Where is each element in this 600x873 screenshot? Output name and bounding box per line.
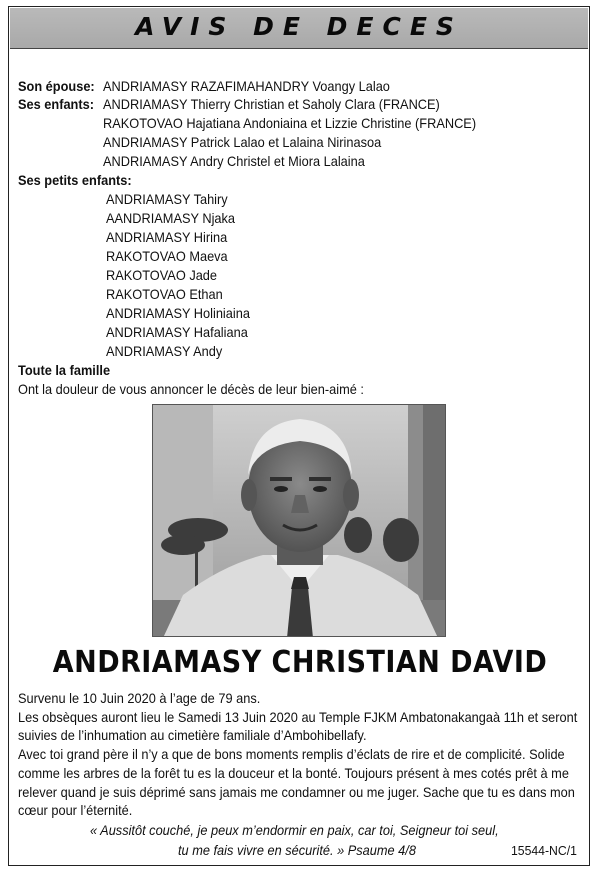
psalm-quote-line: « Aussitôt couché, je peux m’endormir en paix, car toi, Seigneur toi seul, <box>90 823 499 838</box>
child-line: RAKOTOVAO Hajatiana Andoniaina et Lizzie Christine (FRANCE) <box>103 116 477 131</box>
header-banner <box>10 8 588 49</box>
body-text-line: Les obsèques auront lieu le Samedi 13 Juin 2020 au Temple FJKM Ambatonakangaà 11h et seront <box>18 710 578 725</box>
spouse-label: Son épouse: <box>18 79 95 94</box>
grandchild-line: RAKOTOVAO Jade <box>106 268 218 283</box>
grandchild-line: RAKOTOVAO Maeva <box>106 249 228 264</box>
all-family-label: Toute la famille <box>18 363 111 378</box>
body-text-line: relever quand je suis déprimé sans jamais me condamner ou me juger. Sache que tu es dans mon <box>18 785 575 800</box>
grandchild-line: ANDRIAMASY Tahiry <box>106 192 228 207</box>
body-text-line: suivies de l’inhumation au cimetière familiale d’Ambohibellafy. <box>18 728 367 743</box>
announcement-text: Ont la douleur de vous annoncer le décès de leur bien-aimé : <box>18 382 364 397</box>
child-line: ANDRIAMASY Thierry Christian et Saholy Clara (FRANCE) <box>103 97 440 112</box>
reference-number: 15544-NC/1 <box>511 843 577 858</box>
deceased-name: ANDRIAMASY CHRISTIAN DAVID <box>52 645 548 680</box>
body-text-line: Avec toi grand père il n’y a que de bons moments remplis d’éclats de rire et de complicité. Solide <box>18 747 565 762</box>
portrait-photo <box>152 404 446 637</box>
notice-title: AVIS DE DECES <box>135 12 463 41</box>
grandchild-line: ANDRIAMASY Holiniaina <box>106 306 250 321</box>
children-label: Ses enfants: <box>18 97 94 112</box>
body-text-line: Survenu le 10 Juin 2020 à l’age de 79 ans. <box>18 691 261 706</box>
psalm-quote-line: tu me fais vivre en sécurité. » Psaume 4/8 <box>178 843 416 858</box>
child-line: ANDRIAMASY Andry Christel et Miora Lalaina <box>103 154 365 169</box>
grandchild-line: AANDRIAMASY Njaka <box>106 211 236 226</box>
grandchildren-label: Ses petits enfants: <box>18 173 132 188</box>
spouse-name: ANDRIAMASY RAZAFIMAHANDRY Voangy Lalao <box>103 79 390 94</box>
grandchild-line: ANDRIAMASY Hirina <box>106 230 228 245</box>
grandchild-line: RAKOTOVAO Ethan <box>106 287 223 302</box>
body-text-line: cœur pour l’éternité. <box>18 803 133 818</box>
grandchild-line: ANDRIAMASY Andy <box>106 344 223 359</box>
body-text-line: comme les arbres de la forêt tu es la douceur et la bonté. Toujours présent à mes cotés prêt à me <box>18 766 569 781</box>
grandchild-line: ANDRIAMASY Hafaliana <box>106 325 248 340</box>
child-line: ANDRIAMASY Patrick Lalao et Lalaina Nirinasoa <box>103 135 382 150</box>
